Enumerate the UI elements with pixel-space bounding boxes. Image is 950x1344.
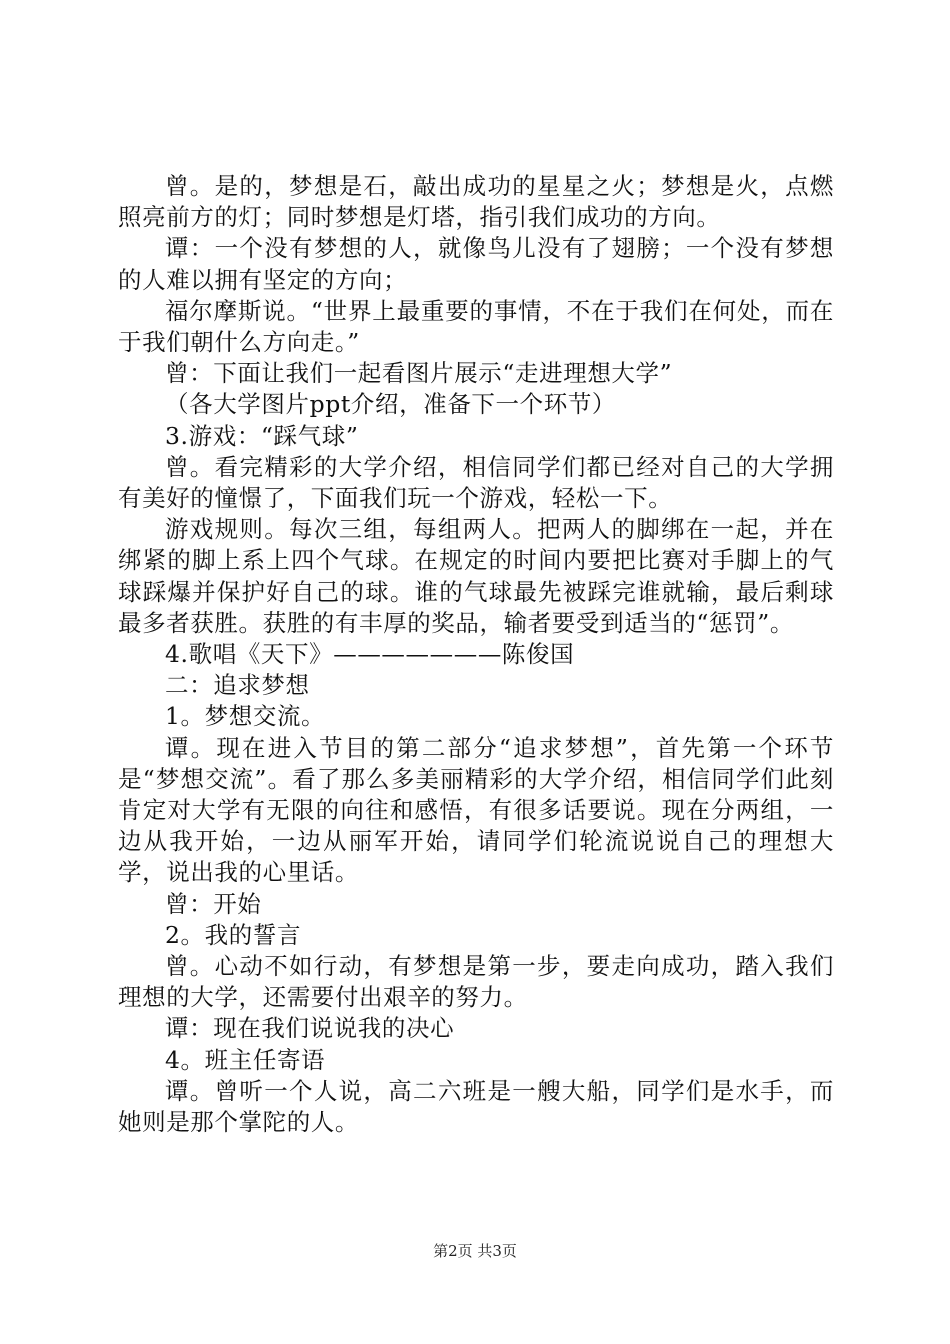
section-heading-game: 3.游戏：“踩气球”	[165, 421, 359, 450]
section-heading-dream-exchange: 1。梦想交流。	[165, 702, 326, 731]
paragraph-2: 谭：一个没有梦想的人，就像鸟儿没有了翅膀；一个没有梦想的人难以拥有坚定的方向；	[118, 234, 834, 294]
paragraph-5: （各大学图片ppt介绍，准备下一个环节）	[165, 390, 617, 419]
paragraph-4: 曾：下面让我们一起看图片展示“走进理想大学”	[165, 359, 673, 388]
paragraph-game-rules: 游戏规则。每次三组，每组两人。把两人的脚绑在一起，并在绑紧的脚上系上四个气球。在规定的时间内要把比赛对手脚上的气球踩爆并保护好自己的球。谁的气球最先被踩完谁就输，最后剩球最多者获胜。获胜的有丰厚的奖品，输者要受到适当的“惩罚”。	[118, 515, 834, 637]
section-heading-pursue-dream: 二：追求梦想	[165, 671, 310, 700]
paragraph-12: 谭。现在进入节目的第二部分“追求梦想”，首先第一个环节是“梦想交流”。看了那么多美丽精彩的大学介绍，相信同学们此刻肯定对大学有无限的向往和感悟，有很多话要说。现在分两组，一边从我开始，一边从丽军开始，请同学们轮流说说自己的理想大学，说出我的心里话。	[118, 733, 834, 887]
paragraph-3: 福尔摩斯说。“世界上最重要的事情，不在于我们在何处，而在于我们朝什么方向走。”	[118, 296, 834, 357]
paragraph-7: 曾。看完精彩的大学介绍，相信同学们都已经对自己的大学拥有美好的憧憬了，下面我们玩一个游戏，轻松一下。	[118, 452, 834, 513]
paragraph-15: 曾。心动不如行动，有梦想是第一步，要走向成功，踏入我们理想的大学，还需要付出艰辛的努力。	[118, 952, 834, 1012]
document-body	[118, 171, 834, 1138]
paragraph-13: 曾：开始	[165, 889, 262, 918]
paragraph-1: 曾。是的，梦想是石，敲出成功的星星之火；梦想是火，点燃照亮前方的灯；同时梦想是灯塔，指引我们成功的方向。	[118, 172, 834, 232]
page-number-footer: 第2页 共3页	[433, 1242, 517, 1260]
paragraph-16: 谭：现在我们说说我的决心	[165, 1014, 455, 1043]
section-heading-song: 4.歌唱《天下》———————陈俊国	[165, 640, 575, 669]
section-heading-oath: 2。我的誓言	[165, 920, 302, 949]
paragraph-18: 谭。曾听一个人说，高二六班是一艘大船，同学们是水手，而她则是那个掌陀的人。	[118, 1076, 834, 1137]
section-heading-teacher-message: 4。班主任寄语	[165, 1045, 326, 1074]
